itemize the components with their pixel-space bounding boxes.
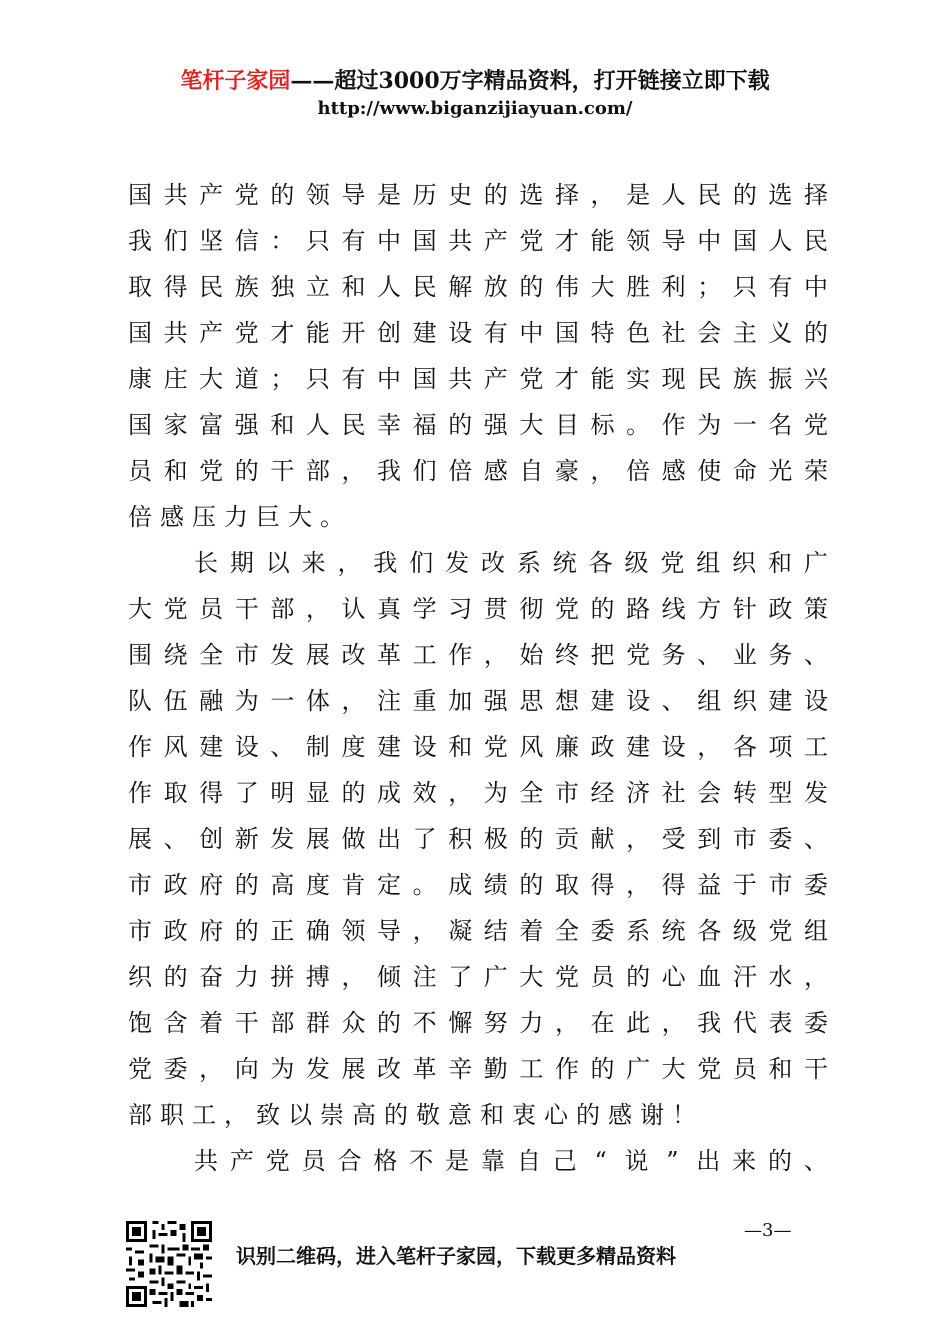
- footer-caption: 识别二维码，进入笔杆子家园，下载更多精品资料: [236, 1244, 676, 1268]
- text-line: 我 们 坚 信 ： 只 有 中 国 共 产 党 才 能 领 导 中 国 人 民: [128, 227, 828, 255]
- header-url[interactable]: http://www.biganzijiayuan.com/: [317, 98, 633, 119]
- text-line: 织 的 奋 力 拼 搏 ， 倾 注 了 广 大 党 员 的 心 血 汗 水 ，: [128, 963, 828, 991]
- text-line: 倍 感 压 力 巨 大 。: [128, 503, 344, 531]
- text-line: 康 庄 大 道 ； 只 有 中 国 共 产 党 才 能 实 现 民 族 振 兴: [128, 365, 828, 393]
- text-line: 员 和 党 的 干 部 ， 我 们 倍 感 自 豪 ， 倍 感 使 命 光 荣: [128, 457, 828, 485]
- text-line: 国 共 产 党 的 领 导 是 历 史 的 选 择 ， 是 人 民 的 选 择: [128, 181, 828, 209]
- text-line: 共 产 党 员 合 格 不 是 靠 自 己 “ 说 ” 出 来 的 、: [194, 1147, 828, 1175]
- text-line: 作 风 建 设 、 制 度 建 设 和 党 风 廉 政 建 设 ， 各 项 工: [128, 733, 828, 761]
- qr-code-icon: [126, 1221, 212, 1307]
- page-number: —3—: [744, 1220, 792, 1241]
- text-line: 围 绕 全 市 发 展 改 革 工 作 ， 始 终 把 党 务 、 业 务 、: [128, 641, 828, 669]
- text-line: 作 取 得 了 明 显 的 成 效 ， 为 全 市 经 济 社 会 转 型 发: [128, 779, 828, 807]
- text-line: 队 伍 融 为 一 体 ， 注 重 加 强 思 想 建 设 、 组 织 建 设: [128, 687, 828, 715]
- header-tagline: ——超过3000万字精品资料，打开链接立即下载: [290, 68, 770, 94]
- document-header: [0, 66, 950, 122]
- text-line: 大 党 员 干 部 ， 认 真 学 习 贯 彻 党 的 路 线 方 针 政 策: [128, 595, 828, 623]
- text-line: 国 家 富 强 和 人 民 幸 福 的 强 大 目 标 。 作 为 一 名 党: [128, 411, 828, 439]
- header-title: [0, 66, 950, 96]
- brand-name: 笔杆子家园: [180, 68, 291, 94]
- text-line: 市 政 府 的 正 确 领 导 ， 凝 结 着 全 委 系 统 各 级 党 组: [128, 917, 828, 945]
- text-line: 展 、 创 新 发 展 做 出 了 积 极 的 贡 献 ， 受 到 市 委 、: [128, 825, 828, 853]
- text-line: 党 委 ， 向 为 发 展 改 革 辛 勤 工 作 的 广 大 党 员 和 干: [128, 1055, 828, 1083]
- text-line: 部 职 工 ， 致 以 崇 高 的 敬 意 和 衷 心 的 感 谢 ！: [128, 1101, 696, 1129]
- text-line: 市 政 府 的 高 度 肯 定 。 成 绩 的 取 得 ， 得 益 于 市 委: [128, 871, 828, 899]
- text-line: 长 期 以 来 ， 我 们 发 改 系 统 各 级 党 组 织 和 广: [194, 549, 828, 577]
- text-line: 国 共 产 党 才 能 开 创 建 设 有 中 国 特 色 社 会 主 义 的: [128, 319, 828, 347]
- document-body: [128, 172, 828, 1184]
- text-line: 饱 含 着 干 部 群 众 的 不 懈 努 力 ， 在 此 ， 我 代 表 委: [128, 1009, 828, 1037]
- text-line: 取 得 民 族 独 立 和 人 民 解 放 的 伟 大 胜 利 ； 只 有 中: [128, 273, 828, 301]
